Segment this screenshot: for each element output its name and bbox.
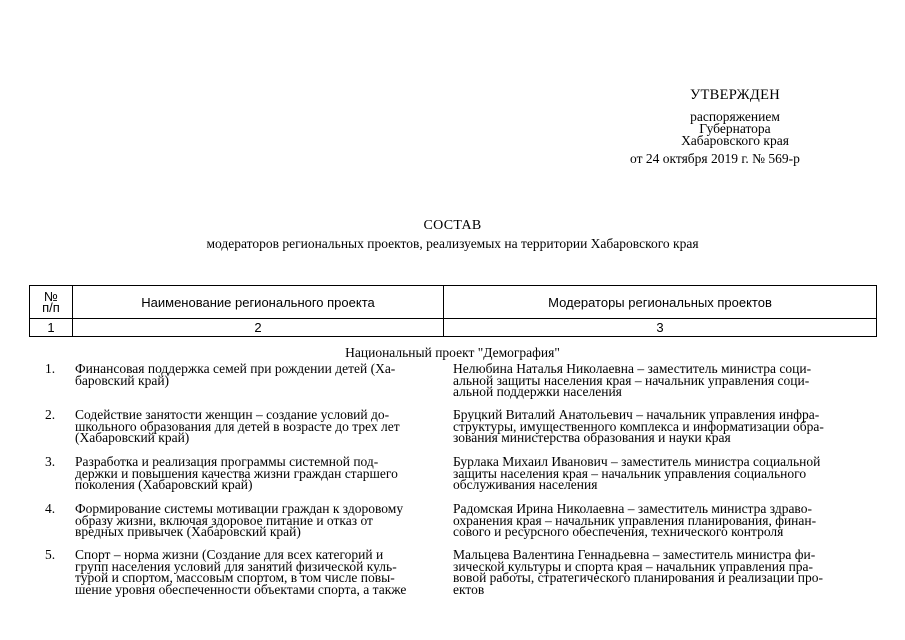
moderator-line: сового и ресурсного обеспечения, технического контроля <box>453 524 784 539</box>
header-col-number-line2: п/п <box>42 300 60 315</box>
table-row <box>29 549 877 609</box>
project-name-line: школьного образования для детей в возрасте до трех лет <box>75 418 400 434</box>
moderator-line: Бурлака Михаил Иванович – заместитель министра социальной <box>453 454 821 469</box>
project-name <box>75 363 445 386</box>
table-row <box>29 456 877 503</box>
project-name-line: Финансовая поддержка семей при рождении детей (Ха- <box>75 361 396 376</box>
header-col-number-line1: № <box>44 289 58 304</box>
header-num-3: 3 <box>444 319 877 337</box>
moderator-line: защиты населения края – начальник управления социального <box>453 465 807 481</box>
project-name-line: образу жизни, включая здоровое питание и отказ от <box>75 512 373 528</box>
project-name-line: шение уровня обеспеченности объектами спорта, а также <box>75 581 407 597</box>
row-number: 3. <box>44 454 56 469</box>
moderator-line: Бруцкий Виталий Анатольевич – начальник управления инфра- <box>453 407 820 422</box>
section-heading: Национальный проект "Демография" <box>345 345 560 360</box>
moderator <box>453 549 877 595</box>
row-number: 5. <box>44 547 56 562</box>
moderator <box>453 456 877 491</box>
moderator <box>453 409 877 444</box>
header-col-project: Наименование регионального проекта <box>73 286 444 319</box>
table-row <box>29 409 877 456</box>
project-name-line: держки и повышения качества жизни граждан старшего <box>75 465 398 481</box>
moderator-line: Нелюбина Наталья Николаевна – заместитель министра соци- <box>453 361 812 376</box>
header-num-1: 1 <box>30 319 73 337</box>
moderator-line: альной поддержки населения <box>453 384 622 399</box>
header-col-number <box>30 286 73 319</box>
project-name-line: турой и спортом, массовым спортом, в том числе повы- <box>75 570 395 585</box>
moderator-line: структуры, имущественного комплекса и информатизации обра- <box>453 418 824 434</box>
moderator-line: альной защиты населения края – начальник управления соци- <box>453 372 810 388</box>
project-name-line: Разработка и реализация программы системной под- <box>75 454 379 469</box>
approval-line-3: Хабаровского края <box>681 133 789 148</box>
moderator-line: зования министерства образования и науки края <box>453 430 731 445</box>
approval-line-1: распоряжением <box>690 109 780 124</box>
moderator-line: ектов <box>453 581 485 597</box>
project-name <box>75 503 445 538</box>
document-title: СОСТАВ <box>423 218 482 233</box>
project-name-line: Формирование системы мотивации граждан к здоровому <box>75 501 404 516</box>
approval-date: от 24 октября 2019 г. № 569-р <box>630 151 800 166</box>
project-name <box>75 549 445 595</box>
document-subtitle: модераторов региональных проектов, реализуемых на территории Хабаровского края <box>206 236 699 251</box>
table-header <box>29 285 877 337</box>
table-row <box>29 363 877 409</box>
project-name-line: поколения (Хабаровский край) <box>75 477 253 492</box>
moderator-line: вовой работы, стратегического планирования и реализации про- <box>453 570 824 585</box>
row-number: 1. <box>44 361 56 376</box>
project-list <box>29 363 877 609</box>
approval-block <box>630 87 830 166</box>
moderator-line: Мальцева Валентина Геннадьевна – заместитель министра фи- <box>453 547 816 562</box>
header-col-moderators: Модераторы региональных проектов <box>444 286 877 319</box>
row-number: 2. <box>44 407 56 422</box>
moderator-line: зической культуры и спорта края – начальник управления пра- <box>453 558 814 574</box>
project-name-line: Содействие занятости женщин – создание условий до- <box>75 407 390 422</box>
moderator-line: охранения края – начальник управления планирования, финан- <box>453 512 817 528</box>
project-name-line: (Хабаровский край) <box>75 430 190 445</box>
project-name-line: баровский край) <box>75 372 170 388</box>
moderator-line: Радомская Ирина Николаевна – заместитель министра здраво- <box>453 501 812 516</box>
project-name <box>75 456 445 491</box>
header-num-2: 2 <box>73 319 444 337</box>
project-name-line: групп населения условий для занятий физической куль- <box>75 558 397 574</box>
approval-line-2: Губернатора <box>699 121 771 136</box>
moderator <box>453 503 877 538</box>
row-number: 4. <box>44 501 56 516</box>
project-name-line: вредных привычек (Хабаровский край) <box>75 524 301 539</box>
table-row <box>29 503 877 549</box>
moderator-line: обслуживания населения <box>453 477 598 492</box>
project-name <box>75 409 445 444</box>
project-name-line: Спорт – норма жизни (Создание для всех категорий и <box>75 547 384 562</box>
approval-heading: УТВЕРЖДЕН <box>689 87 781 103</box>
moderator <box>453 363 877 398</box>
